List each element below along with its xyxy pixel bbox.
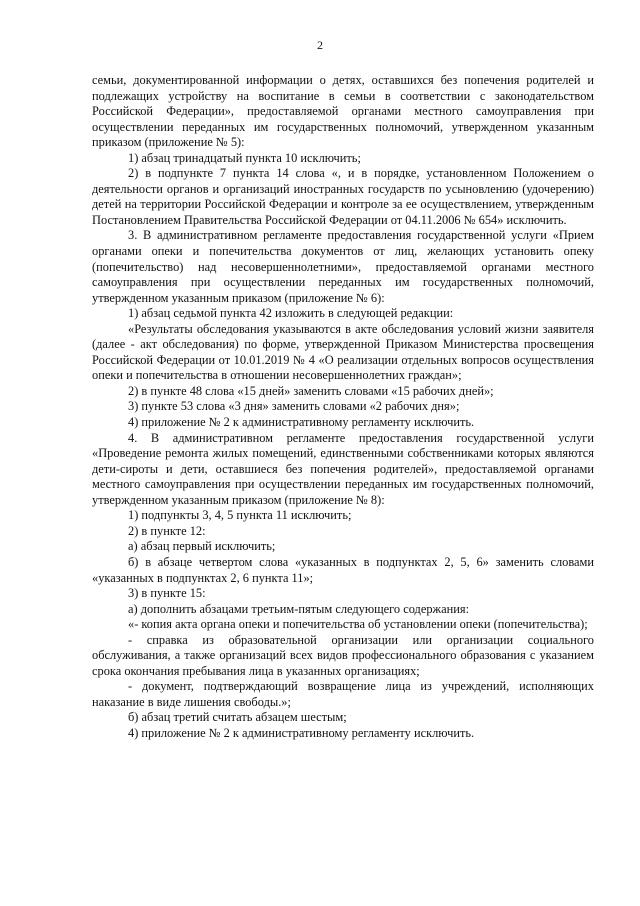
paragraph-continuation: семьи, документированной информации о детях, оставшихся без попечения родителей и подлежащих устройству на воспитание в семьи в соответствии с законодательством Российской Федерации», предоставляемой органами местного самоуправления при осуществлении переданных им государственных полномочий, утвержденном указанным приказом (приложение № 5): — [92, 73, 594, 150]
document-body — [92, 73, 594, 742]
paragraph-item: 4) приложение № 2 к административному регламенту исключить. — [128, 415, 475, 430]
paragraph-item: - документ, подтверждающий возвращение лица из учреждений, исполняющих наказание в виде лишения свободы.»; — [92, 679, 594, 709]
paragraph-item: б) в абзаце четвертом слова «указанных в подпунктах 2, 5, 6» заменить словами «указанных в подпунктах 2, 6 пункта 11»; — [92, 554, 594, 585]
paragraph-item: - справка из образовательной организации или организации социального обслуживания, а также организаций всех видов профессионального образования с указанием срока окончания пребывания лица в указанных организациях; — [92, 632, 594, 678]
paragraph-item: 3) в пункте 15: — [128, 586, 206, 601]
section-paragraph: 3. В административном регламенте предоставления государственной услуги «Прием органами опеки и попечительства документов от лиц, желающих установить опеку (попечительство) над несовершеннолетними», предоставляемой органами местного самоуправления при осуществлении переданных им государственных полномочий, утвержденном указанным приказом (приложение № 6): — [92, 228, 594, 305]
paragraph-item: 4) приложение № 2 к административному регламенту исключить. — [128, 725, 475, 740]
paragraph-item: 2) в подпункте 7 пункта 14 слова «, и в порядке, установленном Положением о деятельности органов и организаций иностранных государств по усыновлению (удочерению) детей на территории Российской Федерации и контроле за ее осуществлением, утвержденным Постановлением Правительства Российской Федерации от 04.11.2006 № 654» исключить. — [92, 166, 594, 227]
paragraph-item: а) абзац первый исключить; — [128, 539, 276, 554]
paragraph-item: б) абзац третий считать абзацем шестым; — [128, 710, 347, 725]
paragraph-item: 1) подпункты 3, 4, 5 пункта 11 исключить; — [128, 508, 352, 523]
paragraph-item: 1) абзац седьмой пункта 42 изложить в следующей редакции: — [128, 306, 454, 321]
paragraph-item: 1) абзац тринадцатый пункта 10 исключить; — [128, 150, 361, 165]
paragraph-item: 2) в пункте 12: — [128, 523, 206, 538]
page-number: 2 — [317, 38, 323, 52]
quoted-paragraph: «Результаты обследования указываются в акте обследования условий жизни заявителя (далее - акт обследования) по форме, утвержденной Приказом Министерства просвещения Российской Федерации от 10.01.2019 № 4 «О реализации отдельных вопросов осуществления опеки и попечительства в отношении несовершеннолетних граждан»; — [92, 321, 594, 383]
paragraph-item: 3) пункте 53 слова «3 дня» заменить словами «2 рабочих дня»; — [128, 399, 460, 414]
quoted-paragraph: «- копия акта органа опеки и попечительства об установлении опеки (попечительства); — [128, 617, 588, 632]
paragraph-item: а) дополнить абзацами третьим-пятым следующего содержания: — [128, 601, 470, 616]
section-paragraph: 4. В административном регламенте предоставления государственной услуги «Проведение ремонта жилых помещений, единственными собственниками которых являются дети-сироты и дети, оставшиеся без попечения родителей», предоставляемой органами местного самоуправления при осуществлении переданных им государственных полномочий, утвержденном указанным приказом (приложение № 8): — [92, 430, 594, 507]
paragraph-item: 2) в пункте 48 слова «15 дней» заменить словами «15 рабочих дней»; — [128, 383, 494, 398]
